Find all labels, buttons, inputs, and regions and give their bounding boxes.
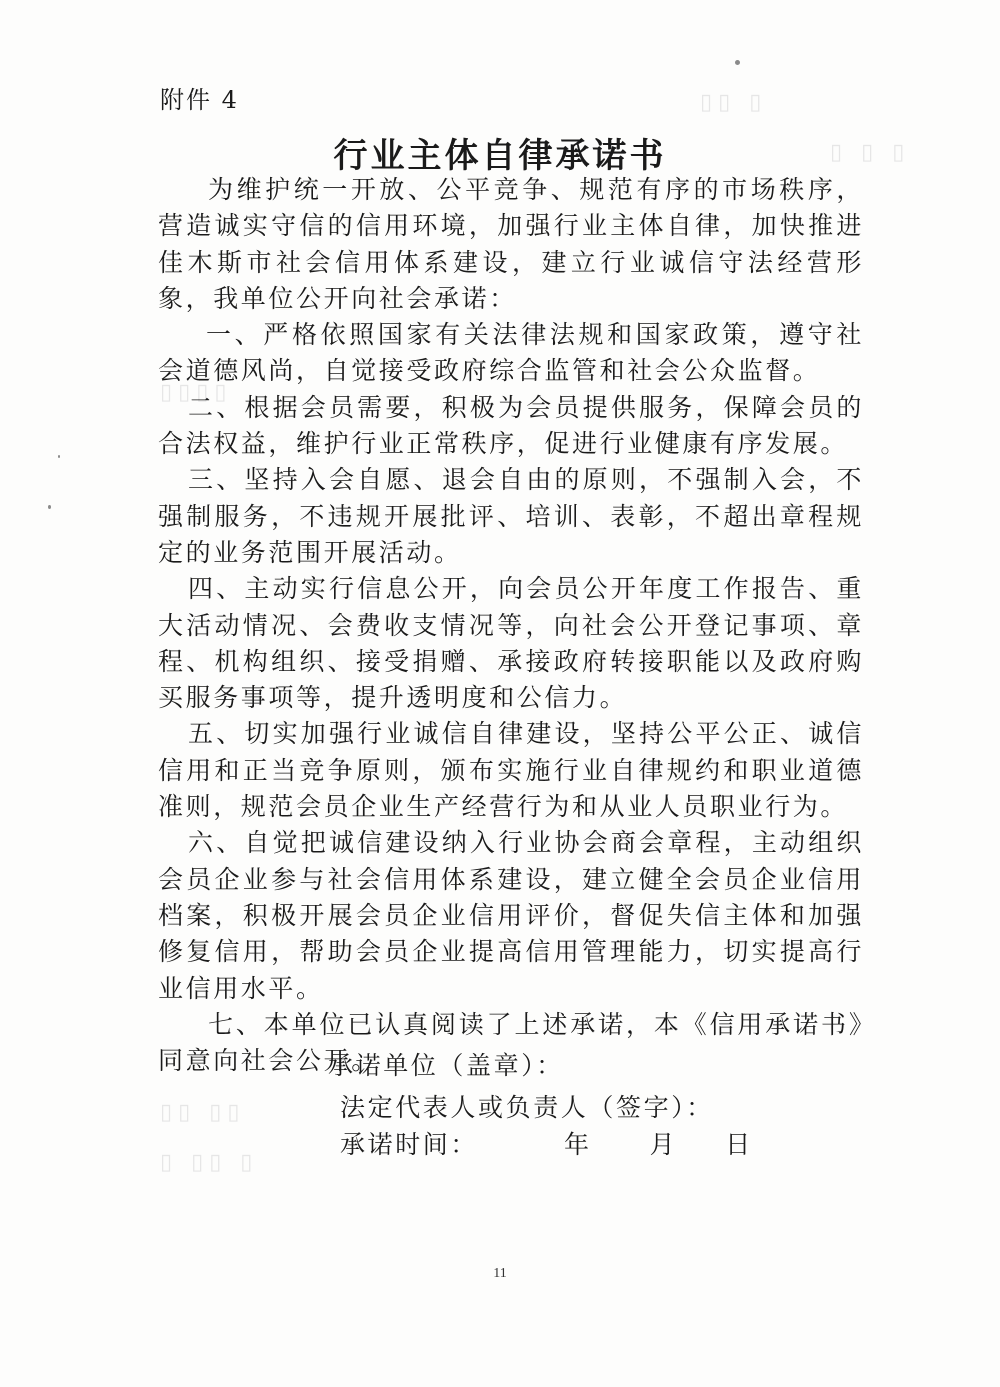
show-through-mark: ▯▯ ▯▯: [160, 1100, 246, 1125]
signature-unit-label: 承诺单位（盖章）：: [328, 1051, 564, 1080]
intro-paragraph: 为维护统一开放、公平竞争、规范有序的市场秩序，营造诚实守信的信用环境，加强行业主体自律，加快推进佳木斯市社会信用体系建设，建立行业诚信守法经营形象，我单位公开向社会承诺：: [158, 175, 864, 313]
month-label: 月: [649, 1130, 678, 1159]
page-number: 11: [493, 1266, 507, 1281]
year-label: 年: [564, 1130, 592, 1159]
signature-date-line: [340, 1125, 753, 1161]
commitment-time-label: 承诺时间：: [340, 1130, 479, 1159]
scan-speck: [735, 60, 740, 65]
show-through-mark: ▯ ▯▯ ▯: [160, 1150, 259, 1175]
commitment-paragraph: 四、主动实行信息公开，向会员公开年度工作报告、重大活动情况、会费收支情况等，向社会公开登记事项、章程、机构组织、接受捐赠、承接政府转接职能以及政府购买服务事项等，提升透明度和公信力。: [158, 574, 864, 713]
commitment-paragraph: 三、坚持入会自愿、退会自由的原则，不强制入会，不强制服务，不违规开展批评、培训、表彰，不超出章程规定的业务范围开展活动。: [158, 465, 864, 567]
attachment-label: 附件 4: [160, 86, 239, 114]
scan-speck: [48, 505, 51, 509]
show-through-mark: ▯▯ ▯: [700, 90, 768, 115]
show-through-mark: ▯ ▯ ▯: [830, 140, 911, 165]
show-through-mark: ▯▯▯▯: [160, 380, 233, 405]
commitment-paragraph: 六、自觉把诚信建设纳入行业协会商会章程，主动组织会员企业参与社会信用体系建设，建立健全会员企业信用档案，积极开展会员企业信用评价，督促失信主体和加强修复信用，帮助会员企业提高信用管理能力，切实提高行业信用水平。: [158, 828, 864, 1003]
commitment-paragraph: 一、严格依照国家有关法律法规和国家政策，遵守社会道德风尚，自觉接受政府综合监管和社会公众监督。: [158, 320, 864, 386]
commitment-paragraph: 七、本单位已认真阅读了上述承诺，本《信用承诺书》同意向社会公开。: [158, 1009, 864, 1076]
commitment-paragraph: 五、切实加强行业诚信自律建设，坚持公平公正、诚信信用和正当竞争原则，颁布实施行业自律规约和职业道德准则，规范会员企业生产经营行为和从业人员职业行为。: [158, 719, 864, 822]
day-label: 日: [725, 1130, 753, 1159]
commitment-paragraph: 二、根据会员需要，积极为会员提供服务，保障会员的合法权益，维护行业正常秩序，促进行业健康有序发展。: [158, 392, 864, 459]
document-body: [158, 172, 864, 1079]
document-title: 行业主体自律承诺书: [333, 136, 667, 176]
scan-speck: [58, 455, 60, 458]
signature-representative-label: 法定代表人或负责人（签字）：: [340, 1093, 714, 1122]
